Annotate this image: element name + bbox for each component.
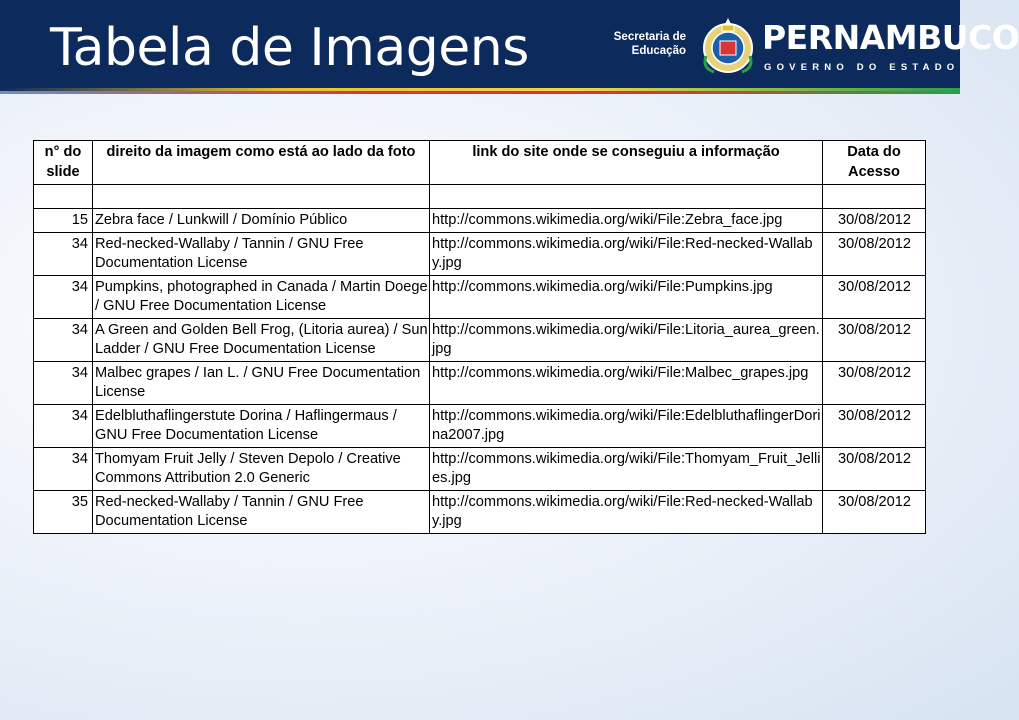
table-row [34,490,926,533]
image-table [33,140,926,534]
coat-of-arms-icon [700,16,756,76]
cell-slide: 34 [34,361,93,404]
cell-date: 30/08/2012 [823,275,926,318]
header-rights: direito da imagem como está ao lado da foto [93,141,430,185]
cell-rights: Zebra face / Lunkwill / Domínio Público [93,209,430,233]
header-date: Data do Acesso [823,141,926,185]
cell-link[interactable]: http://commons.wikimedia.org/wiki/File:EdelbluthaflingerDorina2007.jpg [430,404,823,447]
cell-slide: 34 [34,232,93,275]
header-slide: n° do slide [34,141,93,185]
table-row [34,447,926,490]
cell-rights: Edelbluthaflingerstute Dorina / Haflingermaus / GNU Free Documentation License [93,404,430,447]
cell-link[interactable]: http://commons.wikimedia.org/wiki/File:Red-necked-Wallaby.jpg [430,490,823,533]
cell-date: 30/08/2012 [823,404,926,447]
table-row [34,232,926,275]
cell-slide: 34 [34,404,93,447]
brand-name: PERNAMBUCO [762,18,1019,57]
table-row [34,404,926,447]
cell-rights: Red-necked-Wallaby / Tannin / GNU Free Documentation License [93,490,430,533]
table-cell [93,185,430,209]
header-stripe-red [0,91,960,94]
cell-link[interactable]: http://commons.wikimedia.org/wiki/File:Zebra_face.jpg [430,209,823,233]
secretaria-label [604,30,686,58]
cell-rights: Malbec grapes / Ian L. / GNU Free Documentation License [93,361,430,404]
table-cell [34,185,93,209]
cell-slide: 34 [34,275,93,318]
brand-subtitle: GOVERNO DO ESTADO [764,62,960,73]
table-row [34,361,926,404]
table-cell [823,185,926,209]
cell-rights: Thomyam Fruit Jelly / Steven Depolo / Creative Commons Attribution 2.0 Generic [93,447,430,490]
secretaria-line-1: Secretaria de [613,31,686,43]
cell-date: 30/08/2012 [823,318,926,361]
table-row [34,318,926,361]
page-title: Tabela de Imagens [50,18,529,78]
table-cell [430,185,823,209]
table-header-row [34,141,926,185]
cell-link[interactable]: http://commons.wikimedia.org/wiki/File:Litoria_aurea_green.jpg [430,318,823,361]
table-row [34,275,926,318]
image-table-container [33,140,926,534]
cell-slide: 34 [34,447,93,490]
cell-date: 30/08/2012 [823,209,926,233]
table-row-blank [34,185,926,209]
cell-date: 30/08/2012 [823,361,926,404]
slide-header [0,0,1019,88]
cell-rights: Pumpkins, photographed in Canada / Martin Doege / GNU Free Documentation License [93,275,430,318]
cell-slide: 34 [34,318,93,361]
cell-slide: 15 [34,209,93,233]
cell-rights: A Green and Golden Bell Frog, (Litoria aurea) / Sun Ladder / GNU Free Documentation License [93,318,430,361]
cell-link[interactable]: http://commons.wikimedia.org/wiki/File:Pumpkins.jpg [430,275,823,318]
cell-link[interactable]: http://commons.wikimedia.org/wiki/File:Thomyam_Fruit_Jellies.jpg [430,447,823,490]
cell-date: 30/08/2012 [823,490,926,533]
cell-slide: 35 [34,490,93,533]
cell-link[interactable]: http://commons.wikimedia.org/wiki/File:Red-necked-Wallaby.jpg [430,232,823,275]
cell-date: 30/08/2012 [823,447,926,490]
cell-link[interactable]: http://commons.wikimedia.org/wiki/File:Malbec_grapes.jpg [430,361,823,404]
secretaria-line-2: Educação [631,45,686,57]
table-row [34,209,926,233]
header-link: link do site onde se conseguiu a informação [430,141,823,185]
cell-rights: Red-necked-Wallaby / Tannin / GNU Free Documentation License [93,232,430,275]
cell-date: 30/08/2012 [823,232,926,275]
